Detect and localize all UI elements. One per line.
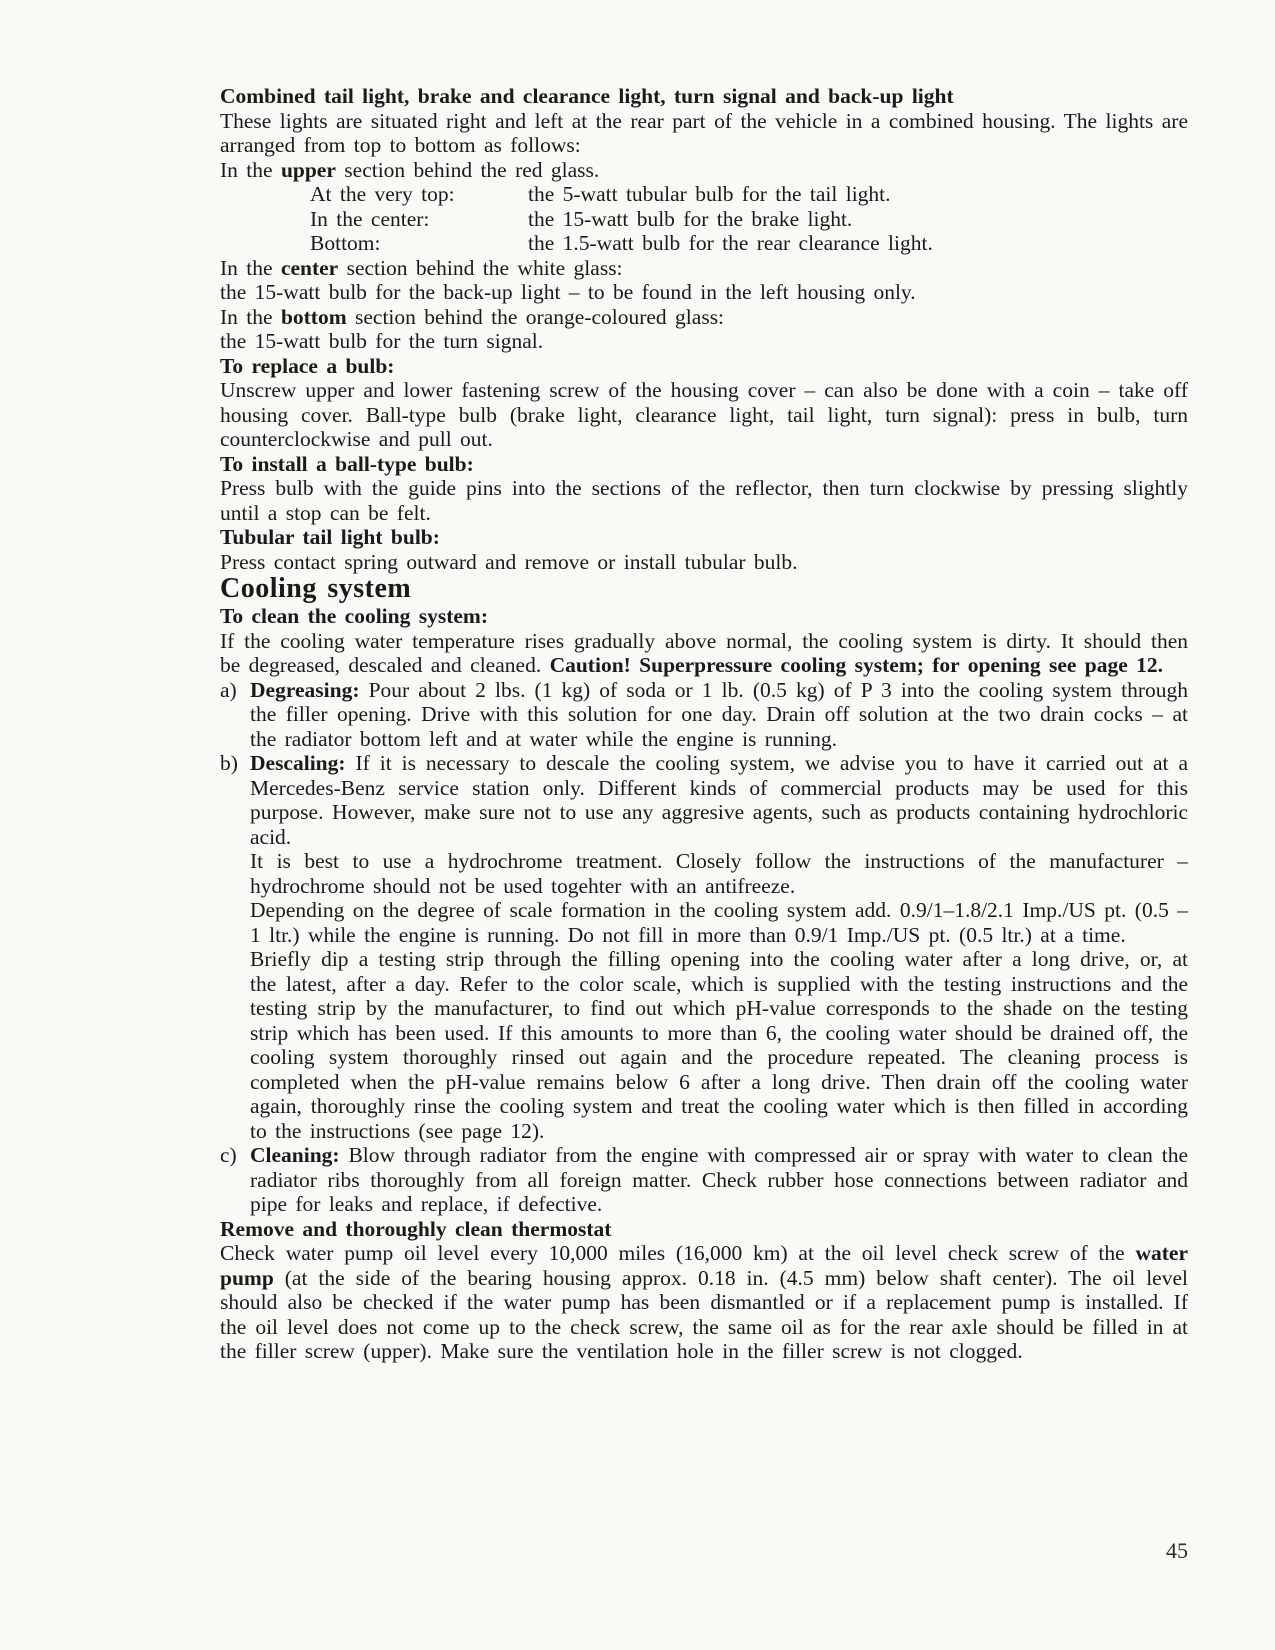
spec-row-bottom [220,231,1188,256]
descaling-text-1: If it is necessary to descale the cooling system, we advise you to have it carried out at a Mercedes-Benz service station only. Different kinds of commercial products may be used for this purpose. However, make sure not to use any aggresive agents, such as products containing hydrochloric acid. [250,751,1188,849]
upper-section-line [220,158,1188,183]
upper-section-pre: In the [220,157,281,182]
list-marker: b) [220,751,238,775]
tail-light-intro: These lights are situated right and left at the rear part of the vehicle in a combined housing. The lights are arranged from top to bottom as follows: [220,108,1188,157]
upper-section-bold: upper [280,157,336,182]
bottom-section-post: section behind the orange-coloured glass: [346,304,725,329]
center-section-pre: In the [220,255,281,280]
page-content [220,84,1188,1364]
list-body [250,1143,1188,1217]
cleaning-paragraph [250,1143,1188,1217]
cooling-intro [220,629,1188,678]
list-body [250,751,1188,1143]
list-body [250,678,1188,752]
install-bulb-text: Press bulb with the guide pins into the sections of the reflector, then turn clockwise by pressing slightly until a stop can be felt. [220,476,1188,525]
spec-label: Bottom: [310,231,381,255]
spec-row-top [220,182,1188,207]
descaling-paragraph-1 [250,751,1188,849]
descaling-paragraph-4: Briefly dip a testing strip through the filling opening into the cooling water after a long drive, or, at the latest, after a day. Refer to the color scale, which is supplied with the testing instructions and the testing strip by the manufacturer, to find out which pH-value corresponds to the shade on the testing strip which has been used. If this amounts to more than 6, the cooling water should be drained off, the cooling system thoroughly rinsed out again and the procedure repeated. The cleaning process is completed when the pH-value remains below 6 after a long drive. Then drain off the cooling water again, thoroughly rinse the cooling system and treat the cooling water which is then filled in according to the instructions (see page 12). [250,947,1188,1143]
bottom-section-bold: bottom [280,304,347,329]
bottom-section-note: the 15-watt bulb for the turn signal. [220,329,544,353]
degreasing-paragraph [250,678,1188,752]
list-item-descaling [220,751,1188,1143]
spec-row-center [220,207,1188,232]
list-marker: c) [220,1143,237,1167]
bulb-spec-table [220,182,1188,256]
list-item-cleaning [220,1143,1188,1217]
degreasing-text: Pour about 2 lbs. (1 kg) of soda or 1 lb. (0.5 kg) of P 3 into the cooling system through the filler opening. Drive with this solution for one day. Drain off solution at the two drain cocks – at the radiator bottom left and at water while the engine is running. [250,677,1188,751]
replace-bulb-heading: To replace a bulb: [220,353,395,378]
list-marker: a) [220,677,237,702]
cleaning-title: Cleaning: [250,1143,340,1167]
water-pump-pre: Check water pump oil level every 10,000 miles (16,000 km) at the oil level check screw of the [220,1241,1136,1265]
descaling-title: Descaling: [250,751,346,775]
spec-value: the 5-watt tubular bulb for the tail light. [528,182,891,206]
center-section-line [220,256,1188,281]
water-pump-bold: water pump [220,1241,1188,1290]
spec-value: the 15-watt bulb for the brake light. [528,206,853,231]
spec-value: the 1.5-watt bulb for the rear clearance light. [528,231,933,255]
water-pump-post: (at the side of the bearing housing approx. 0.18 in. (4.5 mm) below shaft center). The oil level should also be checked if the water pump has been dismantled or if a replacement pump is installed. If the oil level does not come up to the check screw, the same oil as for the rear axle should be filled in at the filler screw (upper). Make sure the ventilation hole in the filler screw is not clogged. [220,1265,1188,1363]
cleaning-text: Blow through radiator from the engine with compressed air or spray with water to clean the radiator ribs thoroughly from all foreign matter. Check rubber hose connections between radiator and pipe for leaks and replace, if defective. [250,1143,1188,1216]
thermostat-heading: Remove and thoroughly clean thermostat [220,1216,612,1241]
cooling-intro-caution: Caution! Superpressure cooling system; for opening see page 12. [549,653,1164,677]
upper-section-post: section behind the red glass. [335,157,600,182]
tubular-bulb-heading: Tubular tail light bulb: [220,525,440,549]
bottom-section-pre: In the [220,304,281,329]
spec-label: In the center: [310,206,430,231]
descaling-paragraph-2: It is best to use a hydrochrome treatment. Closely follow the instructions of the manufacturer – hydrochrome should not be used togehter with an antifreeze. [250,849,1188,898]
center-section-post: section behind the white glass: [338,255,623,280]
clean-cooling-heading: To clean the cooling system: [220,604,488,628]
water-pump-paragraph [220,1241,1188,1364]
tubular-bulb-text: Press contact spring outward and remove or install tubular bulb. [220,549,798,574]
spec-label: At the very top: [310,182,455,206]
descaling-paragraph-3: Depending on the degree of scale formation in the cooling system add. 0.9/1–1.8/2.1 Imp./US pt. (0.5 –1 ltr.) while the engine is running. Do not fill in more than 0.9/1 Imp./US pt. (0.5 ltr.) at a time. [250,898,1188,947]
cooling-intro-text: If the cooling water temperature rises gradually above normal, the cooling system is dirty. It should then be degreased, descaled and cleaned. [220,628,1188,677]
degreasing-title: Degreasing: [250,677,360,702]
install-bulb-heading: To install a ball-type bulb: [220,451,474,476]
tail-light-heading: Combined tail light, brake and clearance light, turn signal and back-up light [220,84,954,108]
replace-bulb-text: Unscrew upper and lower fastening screw of the housing cover – can also be done with a coin – take off housing cover. Ball-type bulb (brake light, clearance light, tail light, turn signal): press in bulb, turn counterclockwise and pull out. [220,378,1188,451]
center-section-note: the 15-watt bulb for the back-up light – to be found in the left housing only. [220,280,916,304]
page-number: 45 [1166,1538,1188,1563]
list-item-degreasing [220,678,1188,752]
center-section-bold: center [280,255,339,280]
cooling-system-heading: Cooling system [220,573,412,604]
bottom-section-line [220,305,1188,330]
